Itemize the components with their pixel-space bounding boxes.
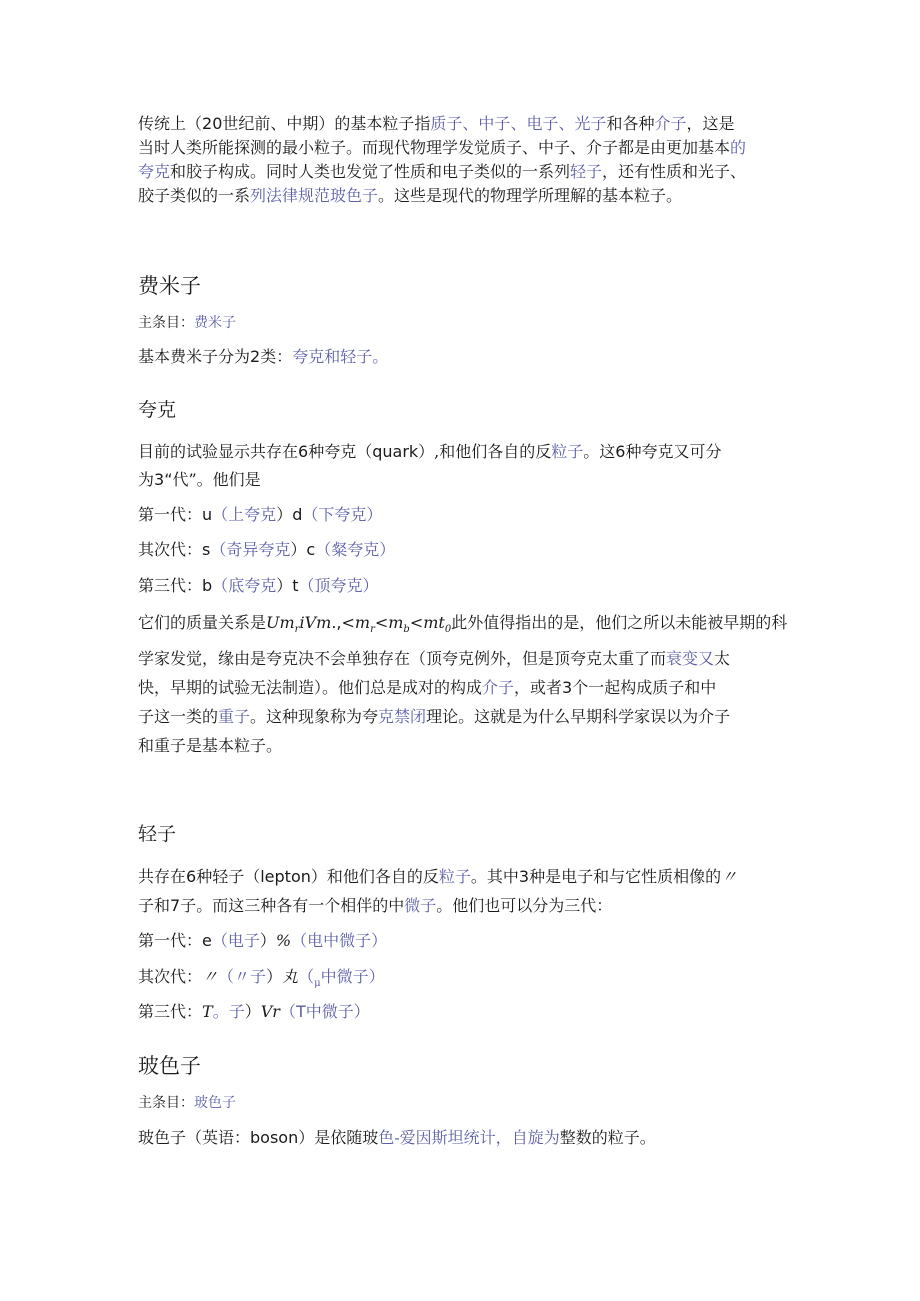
link-decay[interactable]: 衰变又 xyxy=(666,649,715,669)
intro-paragraph xyxy=(138,112,746,208)
mass-line-2 xyxy=(138,644,787,673)
text: 个一起构成质子和中 xyxy=(572,678,717,698)
text: ） xyxy=(368,967,385,986)
intro-line-1 xyxy=(138,112,746,136)
symbol: Vr xyxy=(260,1002,280,1021)
text: 。 xyxy=(212,1002,229,1021)
link-proton[interactable]: 质子 xyxy=(430,114,463,133)
text: 和各种 xyxy=(606,114,655,133)
text: 3“ xyxy=(154,470,173,489)
formula: 0 xyxy=(444,624,452,636)
text: quark xyxy=(372,442,419,461)
link-strange-quark[interactable]: 奇异夸克 xyxy=(226,540,291,559)
link-fermion[interactable]: 费米子 xyxy=(194,315,236,331)
quark-intro-line-1 xyxy=(138,440,722,464)
text: ） xyxy=(379,540,396,559)
heading-lepton: 轻子 xyxy=(138,823,177,845)
link-neutron[interactable]: 中子 xyxy=(478,114,511,133)
text: 快，早期的试验无法制造）。他们总是成对的构成 xyxy=(138,678,483,698)
text: 、 xyxy=(462,114,479,133)
text: 种是电子和与它性质相像的 xyxy=(529,867,722,886)
link-confinement[interactable]: 克禁闭 xyxy=(378,707,427,727)
link-charm-quark[interactable]: 粲夸克 xyxy=(331,540,380,559)
symbol: μ xyxy=(314,978,321,990)
text: 和胶子构成。同时人类也发觉了性质和电子类似的一系列 xyxy=(170,162,571,181)
symbol: 丸 xyxy=(282,967,299,986)
formula: i xyxy=(299,613,305,632)
text: 子这一类的 xyxy=(138,707,219,727)
link-bottom-quark[interactable]: 底夸克 xyxy=(228,576,277,595)
text: ）和他们各自的反 xyxy=(310,867,439,886)
lepton-intro-line-2 xyxy=(138,891,737,920)
lepton-gen-2 xyxy=(138,965,385,996)
text: 玻色子（英语： xyxy=(138,1128,251,1147)
text: 第一代： xyxy=(138,505,203,524)
text: s xyxy=(202,540,211,559)
text: 此外值得指出的是，他们之所以未能被早期的科 xyxy=(451,613,788,632)
link-baryon[interactable]: 重子 xyxy=(218,707,251,727)
intro-line-4 xyxy=(138,184,746,208)
text: （ xyxy=(298,967,315,986)
intro-line-3 xyxy=(138,160,746,184)
text: 太 xyxy=(714,649,731,669)
link-up-quark[interactable]: 上夸克 xyxy=(228,505,277,524)
text: ） xyxy=(366,505,383,524)
text: （ xyxy=(291,931,308,950)
text: 。其中 xyxy=(470,867,519,886)
text: ） xyxy=(259,931,276,950)
symbol: T xyxy=(202,1002,213,1021)
lepton-gen-3 xyxy=(138,1000,370,1024)
text: 6 xyxy=(298,442,309,461)
main-article-fermion xyxy=(138,312,236,332)
heading-boson: 玻色子 xyxy=(138,1054,201,1078)
quark-gen-2 xyxy=(138,538,395,562)
text: ） xyxy=(276,505,293,524)
text: （ xyxy=(212,576,229,595)
text: c xyxy=(306,540,316,559)
main-article-label: 主条目： xyxy=(138,315,194,331)
text: 共存在 xyxy=(138,867,187,886)
link-muon-neutrino[interactable]: 中微子 xyxy=(320,967,369,986)
mass-line-1 xyxy=(138,608,787,644)
text: 类： xyxy=(260,347,293,366)
quark-mass-paragraph xyxy=(138,608,787,760)
text: 3 xyxy=(562,678,573,698)
link-tau-neutrino[interactable]: 中微子 xyxy=(305,1002,354,1021)
text: 7 xyxy=(170,896,181,915)
text: 世纪前、中期）的基本粒子指 xyxy=(222,114,431,133)
text: d xyxy=(292,505,303,524)
link-tau[interactable]: 子 xyxy=(228,1002,245,1021)
text: 2 xyxy=(250,347,261,366)
text: 为 xyxy=(138,470,155,489)
text: 整数的粒子。 xyxy=(559,1128,656,1147)
text: ，或者 xyxy=(514,678,563,698)
text: ，这是 xyxy=(686,114,735,133)
text: 第三代： xyxy=(138,576,203,595)
link-boson[interactable]: 玻色子 xyxy=(194,1095,236,1111)
symbol: 〃 xyxy=(721,867,738,886)
text: ， xyxy=(495,1128,512,1147)
text: 代”。他们是 xyxy=(172,470,261,489)
text: （ xyxy=(298,576,315,595)
link-electron[interactable]: 电子 xyxy=(227,931,260,950)
link-electron-neutrino[interactable]: 电中微子 xyxy=(307,931,372,950)
lepton-intro-line-1 xyxy=(138,862,737,891)
formula: r xyxy=(294,624,300,636)
link-muon[interactable]: 〃子 xyxy=(234,967,267,986)
formula: ., xyxy=(331,613,342,632)
text: 。这种现象称为夸 xyxy=(250,707,379,727)
text: 6 xyxy=(186,867,197,886)
text: ） xyxy=(276,576,293,595)
text: 胶子类似的一系 xyxy=(138,186,251,205)
text: （ xyxy=(218,967,235,986)
heading-fermion: 费米子 xyxy=(138,274,201,298)
text: 其次代： xyxy=(138,967,203,986)
quark-intro xyxy=(138,440,722,492)
formula: b xyxy=(403,624,410,636)
text: 它们的质量关系是 xyxy=(138,613,267,632)
link-particle[interactable]: 粒子 xyxy=(551,442,584,461)
link-particle[interactable]: 粒子 xyxy=(438,867,471,886)
text: 。这些是现代的物理学所理解的基本粒子。 xyxy=(378,186,683,205)
link-meson[interactable]: 介子 xyxy=(482,678,515,698)
text: t xyxy=(292,576,299,595)
text: ） xyxy=(353,1002,370,1021)
symbol: T xyxy=(295,1002,306,1021)
text: 其次代： xyxy=(138,540,203,559)
text: 种夸克又可分 xyxy=(625,442,722,461)
text: ） xyxy=(266,967,283,986)
text: 、 xyxy=(510,114,527,133)
main-article-boson xyxy=(138,1092,236,1112)
text: 学家发觉，缘由是夸克决不会单独存在（顶夸克例外，但是顶夸克太重了而 xyxy=(138,649,667,669)
text: （ xyxy=(210,540,227,559)
mass-line-3 xyxy=(138,673,787,702)
link-meson[interactable]: 介子 xyxy=(654,114,687,133)
quark-gen-3 xyxy=(138,574,379,598)
text: ） xyxy=(371,931,388,950)
text: lepton xyxy=(260,867,311,886)
mass-line-4 xyxy=(138,702,787,731)
text: u xyxy=(202,505,213,524)
text: 第三代： xyxy=(138,1002,203,1021)
fermion-desc xyxy=(138,345,388,369)
text: 理论。这就是为什么早期科学家误以为介子 xyxy=(426,707,731,727)
link-electron[interactable]: 电子 xyxy=(526,114,559,133)
text: ）,和他们各自的反 xyxy=(418,442,552,461)
formula: r xyxy=(370,624,375,636)
formula: Vm xyxy=(304,613,332,632)
text: 子。而这三种各有一个相伴的中 xyxy=(180,896,405,915)
text: 。这 xyxy=(583,442,616,461)
link-gauge-boson[interactable]: 列法律规范玻色子 xyxy=(250,186,379,205)
text: （ xyxy=(212,505,229,524)
text: ）是依随玻 xyxy=(298,1128,379,1147)
text: 子和 xyxy=(138,896,171,915)
formula: <m xyxy=(341,613,371,632)
text: ，还有性质和光子、 xyxy=(602,162,747,181)
quark-gen-1 xyxy=(138,503,382,527)
text: 。他们也可以分为三代： xyxy=(436,896,613,915)
heading-quark: 夸克 xyxy=(138,399,177,421)
link-bose-einstein-statistics[interactable]: 色-爱因斯坦统计 xyxy=(378,1128,496,1147)
text: 种夸克（ xyxy=(308,442,373,461)
formula: Um xyxy=(266,613,295,632)
text: boson xyxy=(250,1128,299,1147)
link-top-quark[interactable]: 顶夸克 xyxy=(314,576,363,595)
text: （ xyxy=(211,931,228,950)
intro-line-2 xyxy=(138,136,746,160)
link-spin[interactable]: 自旋为 xyxy=(511,1128,560,1147)
text: 基本费米子分为 xyxy=(138,347,251,366)
link-de[interactable]: 的 xyxy=(730,138,747,157)
link-quark[interactable]: 夸克 xyxy=(138,162,171,181)
mass-line-5: 和重子是基本粒子。 xyxy=(138,736,283,756)
link-photon[interactable]: 光子 xyxy=(574,114,607,133)
boson-desc xyxy=(138,1126,656,1150)
text: 第一代： xyxy=(138,931,203,950)
text: ） xyxy=(290,540,307,559)
text: 当时人类所能探测的最小粒子。而现代物理学发觉质子、中子、介子都是由更加基本 xyxy=(138,138,731,157)
link-lepton[interactable]: 轻子 xyxy=(570,162,603,181)
text: 、 xyxy=(558,114,575,133)
text: 传统上（ xyxy=(138,114,203,133)
formula: <m xyxy=(374,613,404,632)
link-down-quark[interactable]: 下夸克 xyxy=(318,505,367,524)
text: （ xyxy=(315,540,332,559)
formula: <mt xyxy=(409,613,445,632)
text: e xyxy=(202,931,212,950)
quark-intro-line-2 xyxy=(138,468,722,492)
lepton-intro xyxy=(138,862,737,920)
symbol: 〃 xyxy=(202,967,219,986)
text: 6 xyxy=(615,442,626,461)
text: b xyxy=(202,576,213,595)
lepton-gen-1 xyxy=(138,929,387,953)
text: 目前的试验显示共存在 xyxy=(138,442,299,461)
text: 种轻子（ xyxy=(196,867,261,886)
link-quark-and-lepton[interactable]: 夸克和轻子 xyxy=(292,347,373,366)
main-article-label: 主条目： xyxy=(138,1095,194,1111)
symbol: % xyxy=(275,931,292,950)
text: 3 xyxy=(518,867,530,886)
link-neutrino[interactable]: 微子 xyxy=(404,896,437,915)
text: ） xyxy=(362,576,379,595)
text: （ xyxy=(302,505,319,524)
text: 20 xyxy=(202,114,223,133)
text: 。 xyxy=(372,347,389,366)
text: ） xyxy=(244,1002,261,1021)
text: （ xyxy=(279,1002,296,1021)
